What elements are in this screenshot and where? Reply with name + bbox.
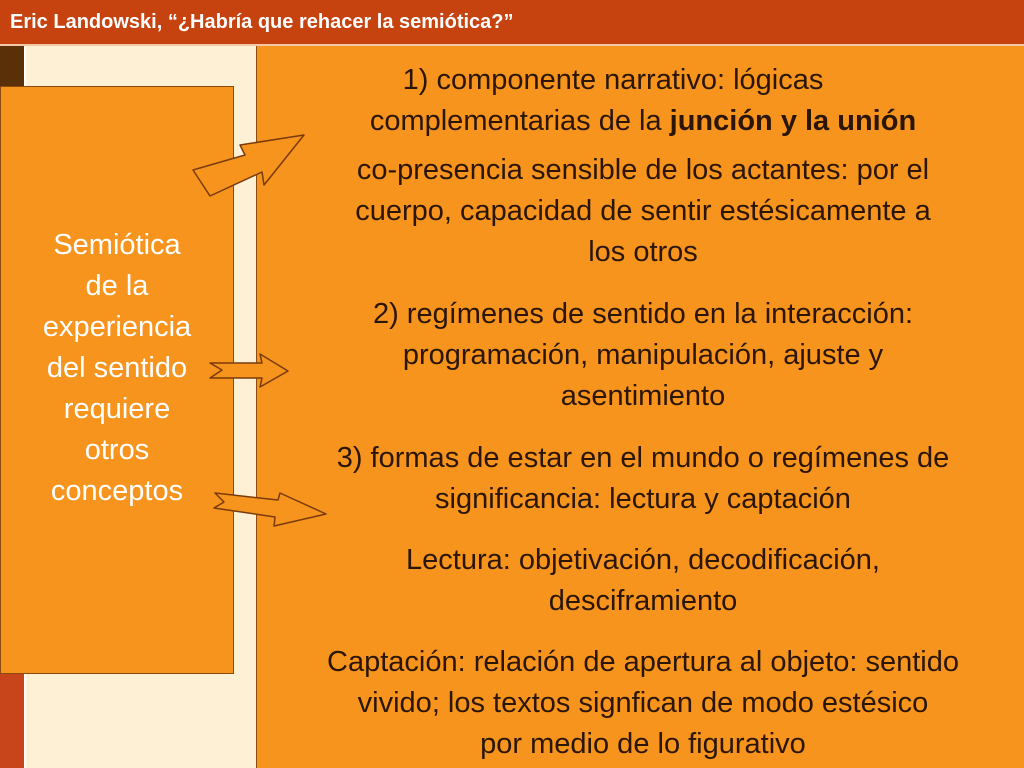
decorative-dark-block bbox=[0, 46, 24, 86]
para-line bbox=[263, 101, 1023, 142]
para-text: complementarias de la bbox=[369, 105, 670, 137]
para-line: vivido; los textos signfican de modo estésico bbox=[357, 687, 929, 719]
para-line: los otros bbox=[588, 236, 698, 268]
paragraph-captacion bbox=[263, 642, 1023, 765]
para-line: por medio de lo figurativo bbox=[480, 728, 806, 760]
para-line: Lectura: objetivación, decodificación, bbox=[406, 544, 880, 576]
paragraph-componente-narrativo bbox=[263, 60, 1023, 142]
paragraph-co-presencia bbox=[263, 150, 1023, 273]
para-line: desciframiento bbox=[548, 585, 738, 617]
left-line: experiencia bbox=[42, 310, 192, 343]
left-line: de la bbox=[85, 269, 149, 302]
left-line: del sentido bbox=[46, 351, 188, 384]
left-concept-text bbox=[17, 225, 217, 512]
slide-title: Eric Landowski, “¿Habría que rehacer la semiótica?” bbox=[10, 11, 514, 33]
para-line: significancia: lectura y captación bbox=[435, 483, 851, 515]
left-line: otros bbox=[84, 433, 150, 466]
left-concept-box bbox=[0, 86, 234, 674]
para-line: co-presencia sensible de los actantes: por el bbox=[356, 154, 930, 186]
para-bold-text: junción y la unión bbox=[669, 105, 917, 137]
para-line: 2) regímenes de sentido en la interacción: bbox=[372, 298, 914, 330]
para-line: asentimiento bbox=[560, 380, 726, 412]
left-line: requiere bbox=[63, 392, 171, 425]
right-content-panel bbox=[256, 46, 1024, 768]
para-line: 1) componente narrativo: lógicas bbox=[402, 64, 824, 96]
para-line: programación, manipulación, ajuste y bbox=[402, 339, 884, 371]
left-line: Semiótica bbox=[53, 228, 181, 261]
title-bar bbox=[0, 0, 1024, 46]
paragraph-formas-de-estar bbox=[263, 438, 1023, 520]
left-line: conceptos bbox=[50, 474, 184, 507]
paragraph-lectura bbox=[263, 540, 1023, 622]
paragraph-regimenes-de-sentido bbox=[263, 294, 1023, 417]
para-line: Captación: relación de apertura al objeto: sentido bbox=[327, 646, 959, 678]
decorative-red-block bbox=[0, 674, 24, 768]
para-line: 3) formas de estar en el mundo o regímenes de bbox=[336, 442, 950, 474]
para-line: cuerpo, capacidad de sentir estésicamente a bbox=[355, 195, 931, 227]
